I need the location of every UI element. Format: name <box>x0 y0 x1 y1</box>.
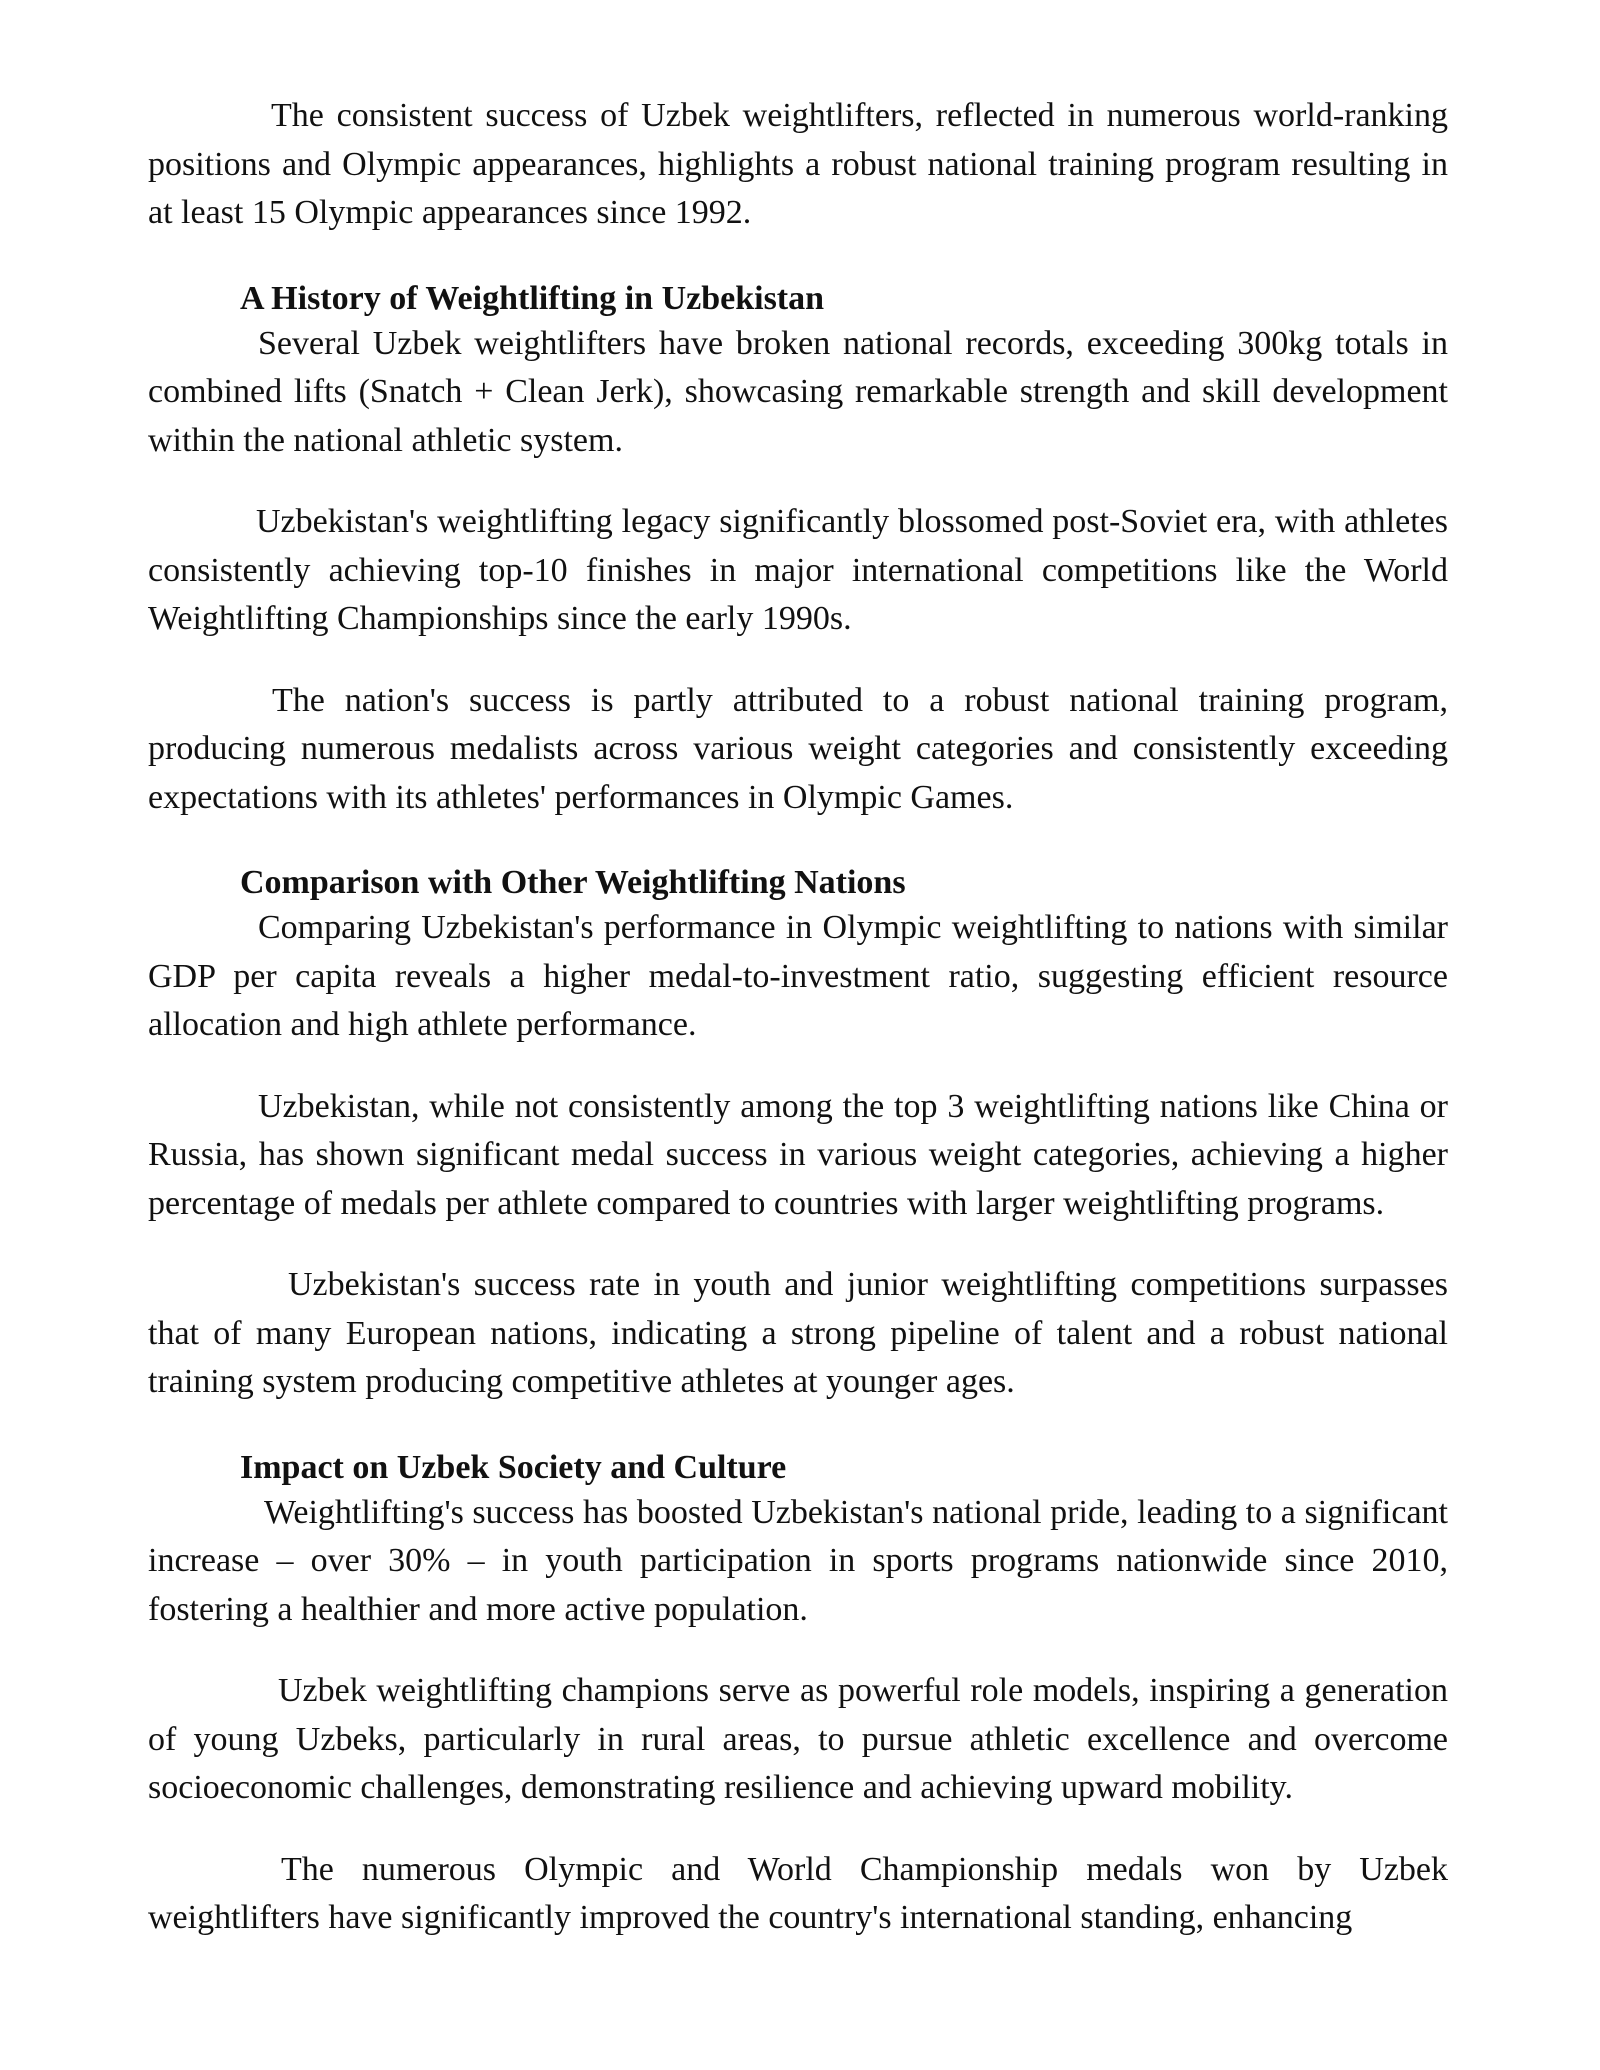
paragraph-success-attribution: The nation's success is partly attributed to a robust national training program, producing numerous medalists across various weight categories and consistently exceeding expectations with its athletes' performances in Olympic Games. <box>148 681 1448 816</box>
paragraph-top-nations: Uzbekistan, while not consistently among the top 3 weightlifting nations like China or Russia, has shown significant medal success in various weight categories, achieving a higher percentage of medals per athlete compared to countries with larger weightlifting programs. <box>148 1087 1448 1222</box>
paragraph-intro: The consistent success of Uzbek weightlifters, reflected in numerous world-ranking positions and Olympic appearances, highlights a robust national training program resulting in at least 15 Olympic appearances since 1992. <box>148 97 1448 231</box>
paragraph-youth-success: Uzbekistan's success rate in youth and junior weightlifting competitions surpasses that of many European nations, indicating a strong pipeline of talent and a robust national training system producing competitive athletes at younger ages. <box>148 1266 1448 1400</box>
section-heading-impact: Impact on Uzbek Society and Culture <box>240 1448 787 1486</box>
document-page <box>148 92 1448 1943</box>
paragraph-national-pride: Weightlifting's success has boosted Uzbekistan's national pride, leading to a significant increase – over 30% – in youth participation in sports programs nationwide since 2010, fostering a healthier and more active population. <box>148 1493 1448 1628</box>
paragraph-international-standing: The numerous Olympic and World Championship medals won by Uzbek weightlifters have significantly improved the country's international standing, enhancing <box>148 1850 1448 1936</box>
paragraph-legacy: Uzbekistan's weightlifting legacy significantly blossomed post-Soviet era, with athletes consistently achieving top-10 finishes in major international competitions like the World Weightlifting Championships since the early 1990s. <box>148 503 1448 637</box>
section-heading-comparison: Comparison with Other Weightlifting Nations <box>240 864 906 901</box>
paragraph-role-models: Uzbek weightlifting champions serve as powerful role models, inspiring a generation of young Uzbeks, particularly in rural areas, to pursue athletic excellence and overcome socioeconomic challenges, demonstrating resilience and achieving upward mobility. <box>148 1672 1448 1806</box>
paragraph-gdp-comparison: Comparing Uzbekistan's performance in Olympic weightlifting to nations with similar GDP per capita reveals a higher medal-to-investment ratio, suggesting efficient resource allocation and high athlete performance. <box>148 909 1448 1043</box>
section-heading-history: A History of Weightlifting in Uzbekistan <box>240 279 825 317</box>
paragraph-records: Several Uzbek weightlifters have broken national records, exceeding 300kg totals in combined lifts (Snatch + Clean Jerk), showcasing remarkable strength and skill development within the national athletic system. <box>148 324 1448 459</box>
